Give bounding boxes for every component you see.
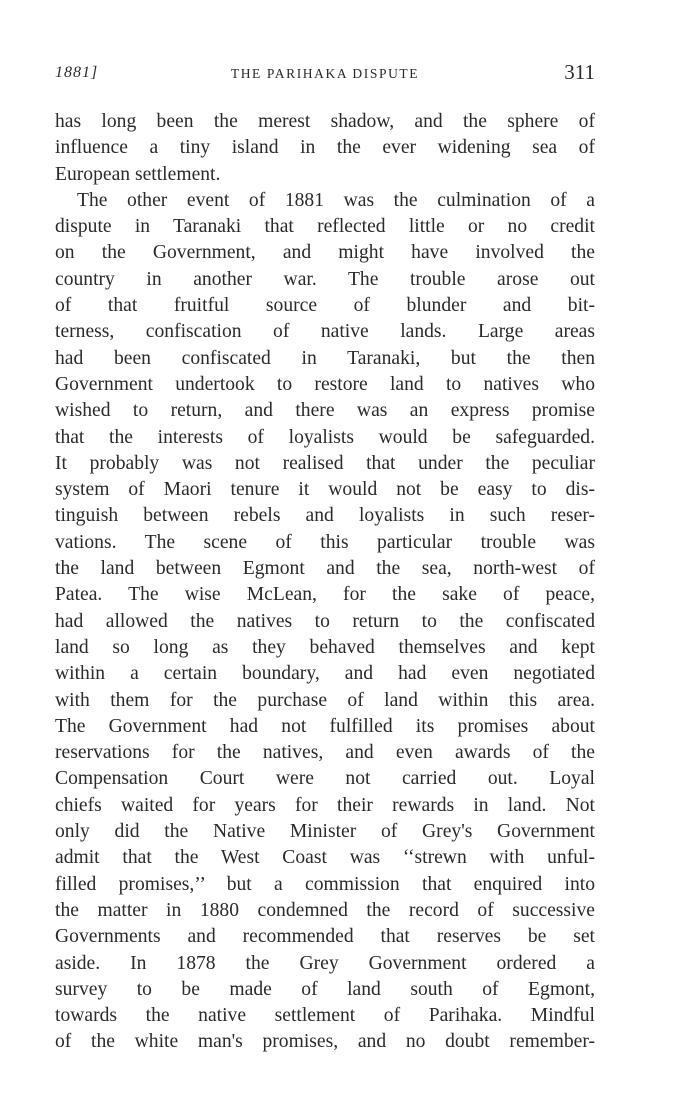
text-line: survey to be made of land south of Egmont, (55, 978, 595, 1000)
text-line: land so long as they behaved themselves and kept (55, 636, 595, 658)
text-line: towards the native settlement of Parihaka. Mindful (55, 1005, 595, 1027)
text-line: tinguish between rebels and loyalists in such reser- (55, 505, 595, 527)
text-line: Patea. The wise McLean, for the sake of peace, (55, 584, 595, 606)
text-line: wished to return, and there was an express promise (55, 400, 595, 422)
text-line: of that fruitful source of blunder and bit- (55, 295, 595, 317)
text-line: It probably was not realised that under the peculiar (55, 452, 595, 474)
text-line: The other event of 1881 was the culmination of a (77, 189, 595, 211)
text-line: within a certain boundary, and had even negotiated (55, 663, 595, 685)
running-head-year: 1881] (55, 64, 99, 81)
text-line: the matter in 1880 condemned the record of successive (55, 899, 595, 921)
text-line: Government undertook to restore land to natives who (55, 373, 595, 395)
text-line: the land between Egmont and the sea, north-west of (55, 558, 595, 580)
text-line: had allowed the natives to return to the confiscated (55, 610, 595, 632)
text-line: admit that the West Coast was ‘‘strewn with unful- (55, 847, 595, 869)
text-line: filled promises,’’ but a commission that enquired into (55, 873, 595, 895)
text-line: with them for the purchase of land within this area. (55, 689, 595, 711)
text-line: that the interests of loyalists would be safeguarded. (55, 426, 595, 448)
text-line: vations. The scene of this particular trouble was (55, 531, 595, 553)
text-line: dispute in Taranaki that reflected little or no credit (55, 216, 595, 238)
text-line: on the Government, and might have involved the (55, 242, 595, 264)
text-line: only did the Native Minister of Grey's Government (55, 821, 595, 843)
text-line: European settlement. (55, 163, 221, 185)
page-number: 311 (564, 60, 595, 84)
text-line: of the white man's promises, and no doubt remember- (55, 1031, 595, 1053)
text-line: reservations for the natives, and even awards of the (55, 742, 595, 764)
text-line: Compensation Court were not carried out. Loyal (55, 768, 595, 790)
body-text (55, 109, 595, 1056)
running-head-title: THE PARIHAKA DISPUTE (230, 66, 420, 81)
text-line: influence a tiny island in the ever widening sea of (55, 137, 595, 159)
text-line: country in another war. The trouble arose out (55, 268, 595, 290)
text-line: terness, confiscation of native lands. Large areas (55, 321, 595, 343)
text-line: The Government had not fulfilled its promises about (55, 715, 595, 737)
text-line: had been confiscated in Taranaki, but the then (55, 347, 595, 369)
running-head (55, 60, 595, 90)
text-line: Governments and recommended that reserves be set (55, 926, 595, 948)
text-line: system of Maori tenure it would not be easy to dis- (55, 479, 595, 501)
text-line: has long been the merest shadow, and the sphere of (55, 111, 595, 132)
text-line: chiefs waited for years for their rewards in land. Not (55, 794, 595, 816)
text-line: aside. In 1878 the Grey Government ordered a (55, 952, 595, 974)
